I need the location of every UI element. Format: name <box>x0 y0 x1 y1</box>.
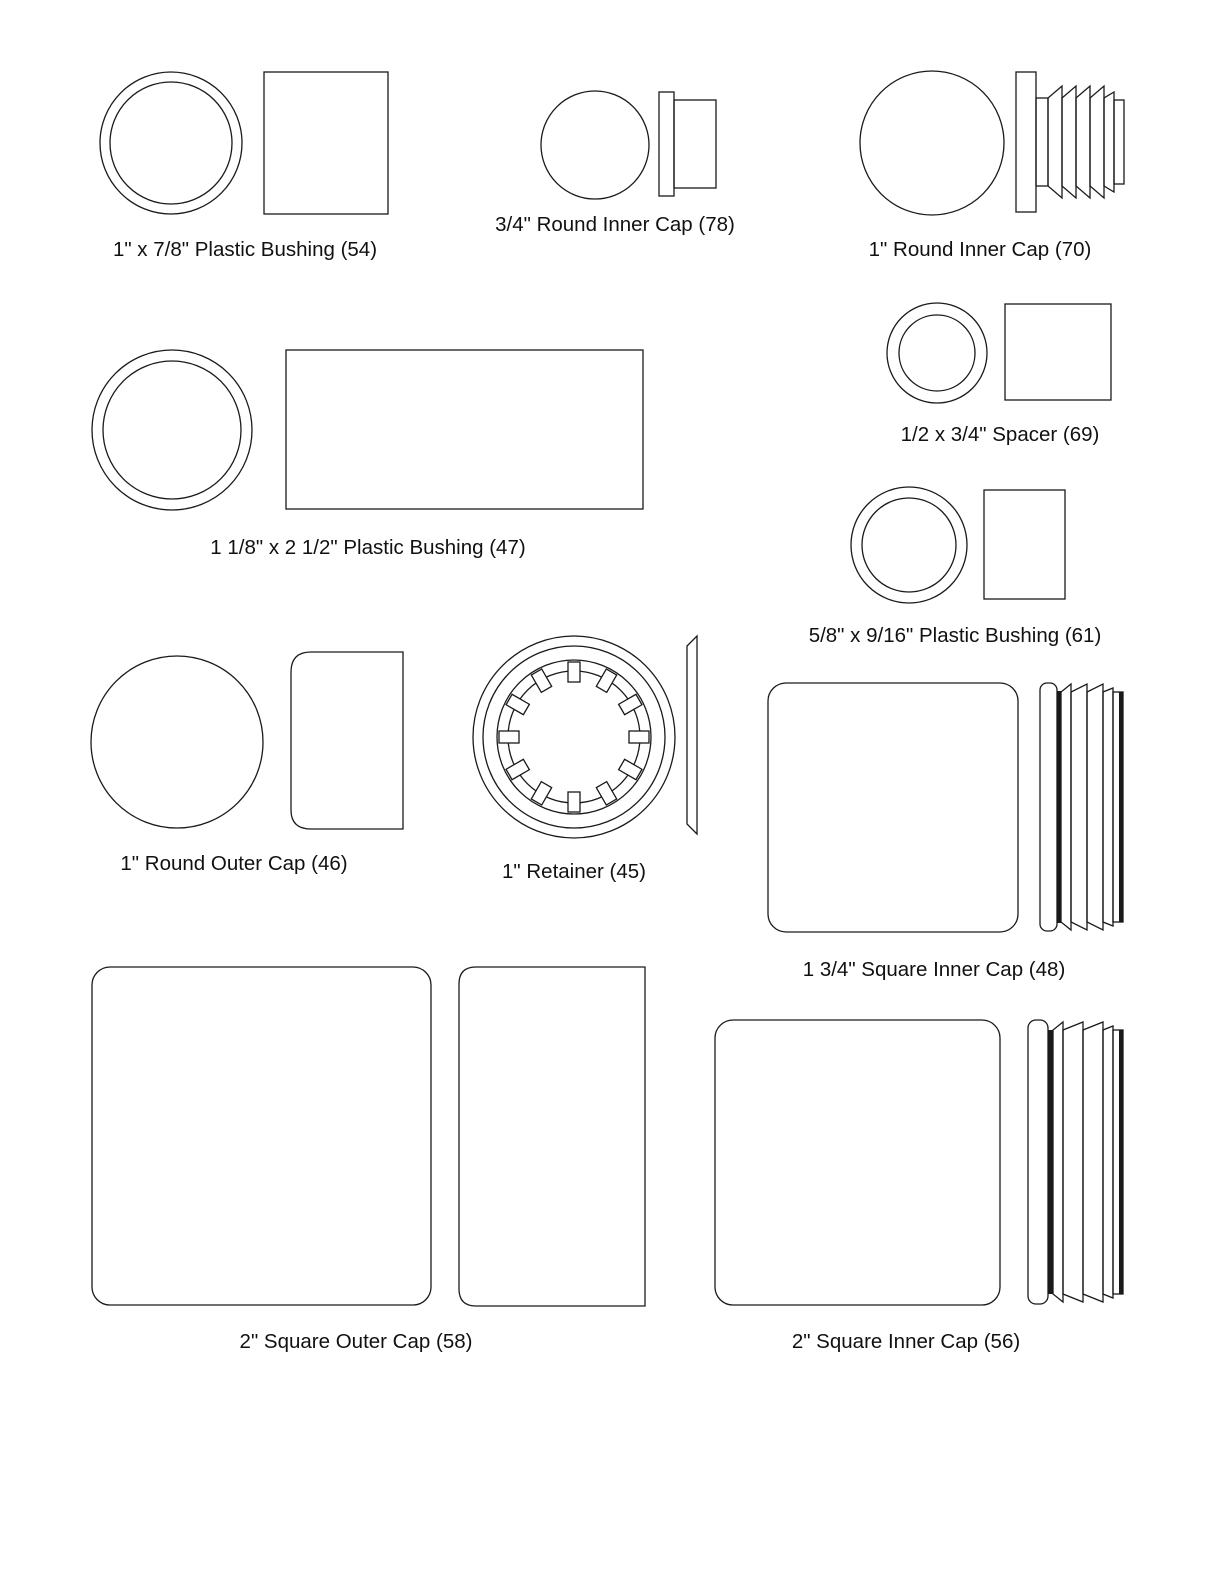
part-round-inner-cap-70 <box>860 71 1124 261</box>
part-bushing-61 <box>809 487 1102 647</box>
part-round-inner-cap-78 <box>495 91 735 236</box>
square-inner-cap-48-end-view <box>768 683 1018 932</box>
square-inner-cap-56-label: 2" Square Inner Cap (56) <box>791 1330 1021 1353</box>
square-inner-cap-48-side-view <box>1040 683 1123 931</box>
bushing-54-side-view <box>264 72 388 214</box>
retainer-45-label: 1" Retainer (45) <box>501 860 647 883</box>
bushing-61-end-view <box>851 487 967 603</box>
bushing-61-label: 5/8" x 9/16" Plastic Bushing (61) <box>808 624 1102 647</box>
round-inner-cap-78-side-view <box>659 92 716 196</box>
round-outer-cap-46-label: 1" Round Outer Cap (46) <box>120 852 348 875</box>
bushing-54-label: 1" x 7/8" Plastic Bushing (54) <box>112 238 378 261</box>
square-outer-cap-58-label: 2" Square Outer Cap (58) <box>239 1330 473 1353</box>
square-inner-cap-56-end-view <box>715 1020 1000 1305</box>
part-bushing-47 <box>92 350 643 559</box>
retainer-45-tabs <box>499 662 649 812</box>
spacer-69-side-view <box>1005 304 1111 400</box>
round-inner-cap-78-label: 3/4" Round Inner Cap (78) <box>495 213 735 236</box>
bushing-47-side-view <box>286 350 643 509</box>
square-inner-cap-48-label: 1 3/4" Square Inner Cap (48) <box>802 958 1066 981</box>
part-retainer-45 <box>473 636 697 883</box>
round-inner-cap-70-side-view <box>1016 72 1124 212</box>
bushing-61-side-view <box>984 490 1065 599</box>
spacer-69-label: 1/2 x 3/4" Spacer (69) <box>900 423 1100 446</box>
part-bushing-54 <box>100 72 388 261</box>
bushing-47-label: 1 1/8" x 2 1/2" Plastic Bushing (47) <box>210 536 526 559</box>
round-inner-cap-70-label: 1" Round Inner Cap (70) <box>868 238 1092 261</box>
part-spacer-69 <box>887 303 1111 446</box>
square-outer-cap-58-side-view <box>459 967 645 1306</box>
part-square-inner-cap-48 <box>768 683 1123 981</box>
part-square-inner-cap-56 <box>715 1020 1123 1353</box>
round-outer-cap-46-side-view <box>291 652 403 829</box>
round-inner-cap-78-end-view <box>541 91 649 199</box>
retainer-45-side-view <box>687 636 697 834</box>
retainer-45-end-view <box>473 636 675 838</box>
part-round-outer-cap-46 <box>91 652 403 875</box>
round-inner-cap-70-end-view <box>860 71 1004 215</box>
round-outer-cap-46-end-view <box>91 656 263 828</box>
square-inner-cap-56-side-view <box>1028 1020 1123 1304</box>
part-square-outer-cap-58 <box>92 967 645 1353</box>
square-outer-cap-58-end-view <box>92 967 431 1305</box>
bushing-47-end-view <box>92 350 252 510</box>
bushing-54-end-view <box>100 72 242 214</box>
spacer-69-end-view <box>887 303 987 403</box>
